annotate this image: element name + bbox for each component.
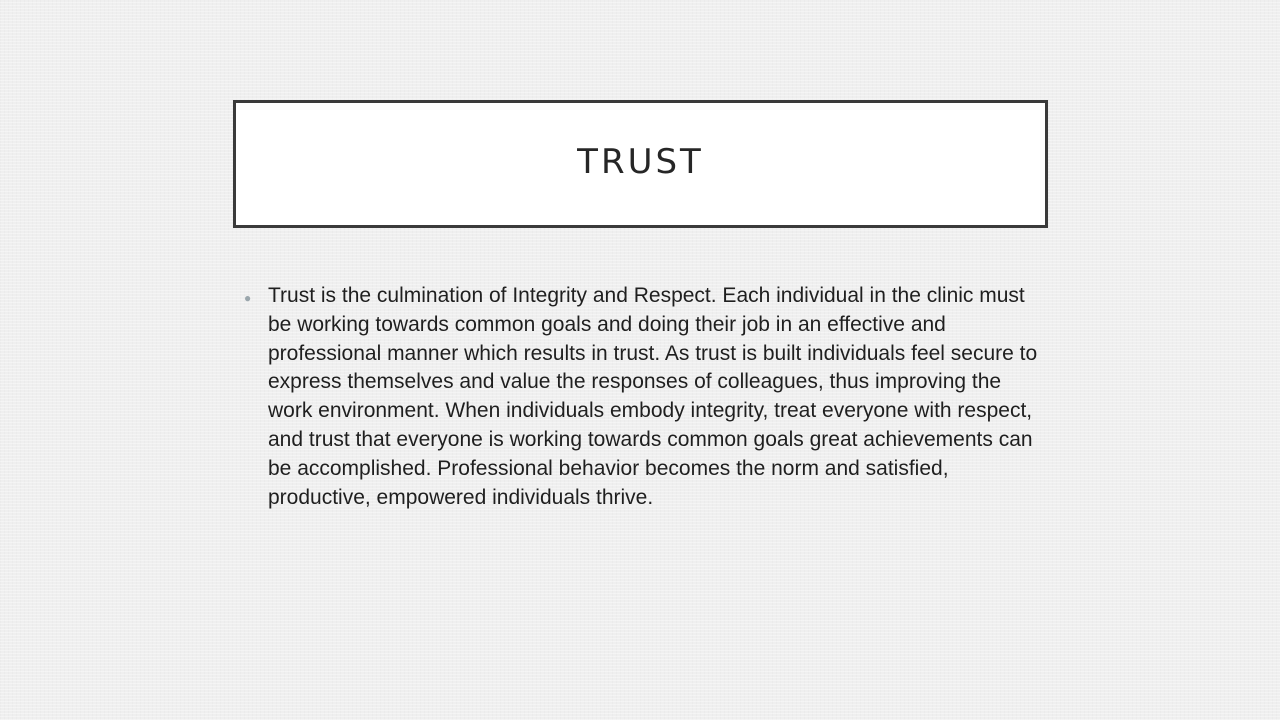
title-box [233,100,1048,228]
bullet-text: Trust is the culmination of Integrity and Respect. Each individual in the clinic must be working towards common goals and doing their job in an effective and professional manner which results in trust. As trust is built individuals feel secure to express themselves and value the responses of colleagues, thus improving the work environment. When individuals embody integrity, treat everyone with respect, and trust that everyone is working towards common goals great achievements can be accomplished. Professional behavior becomes the norm and satisfied, productive, empowered individuals thrive. [268,284,1038,509]
slide-title: TRUST [577,142,704,182]
bullet-item [244,282,1044,512]
bullet-list [244,282,1044,512]
bullet-dot-icon: ● [244,291,252,305]
